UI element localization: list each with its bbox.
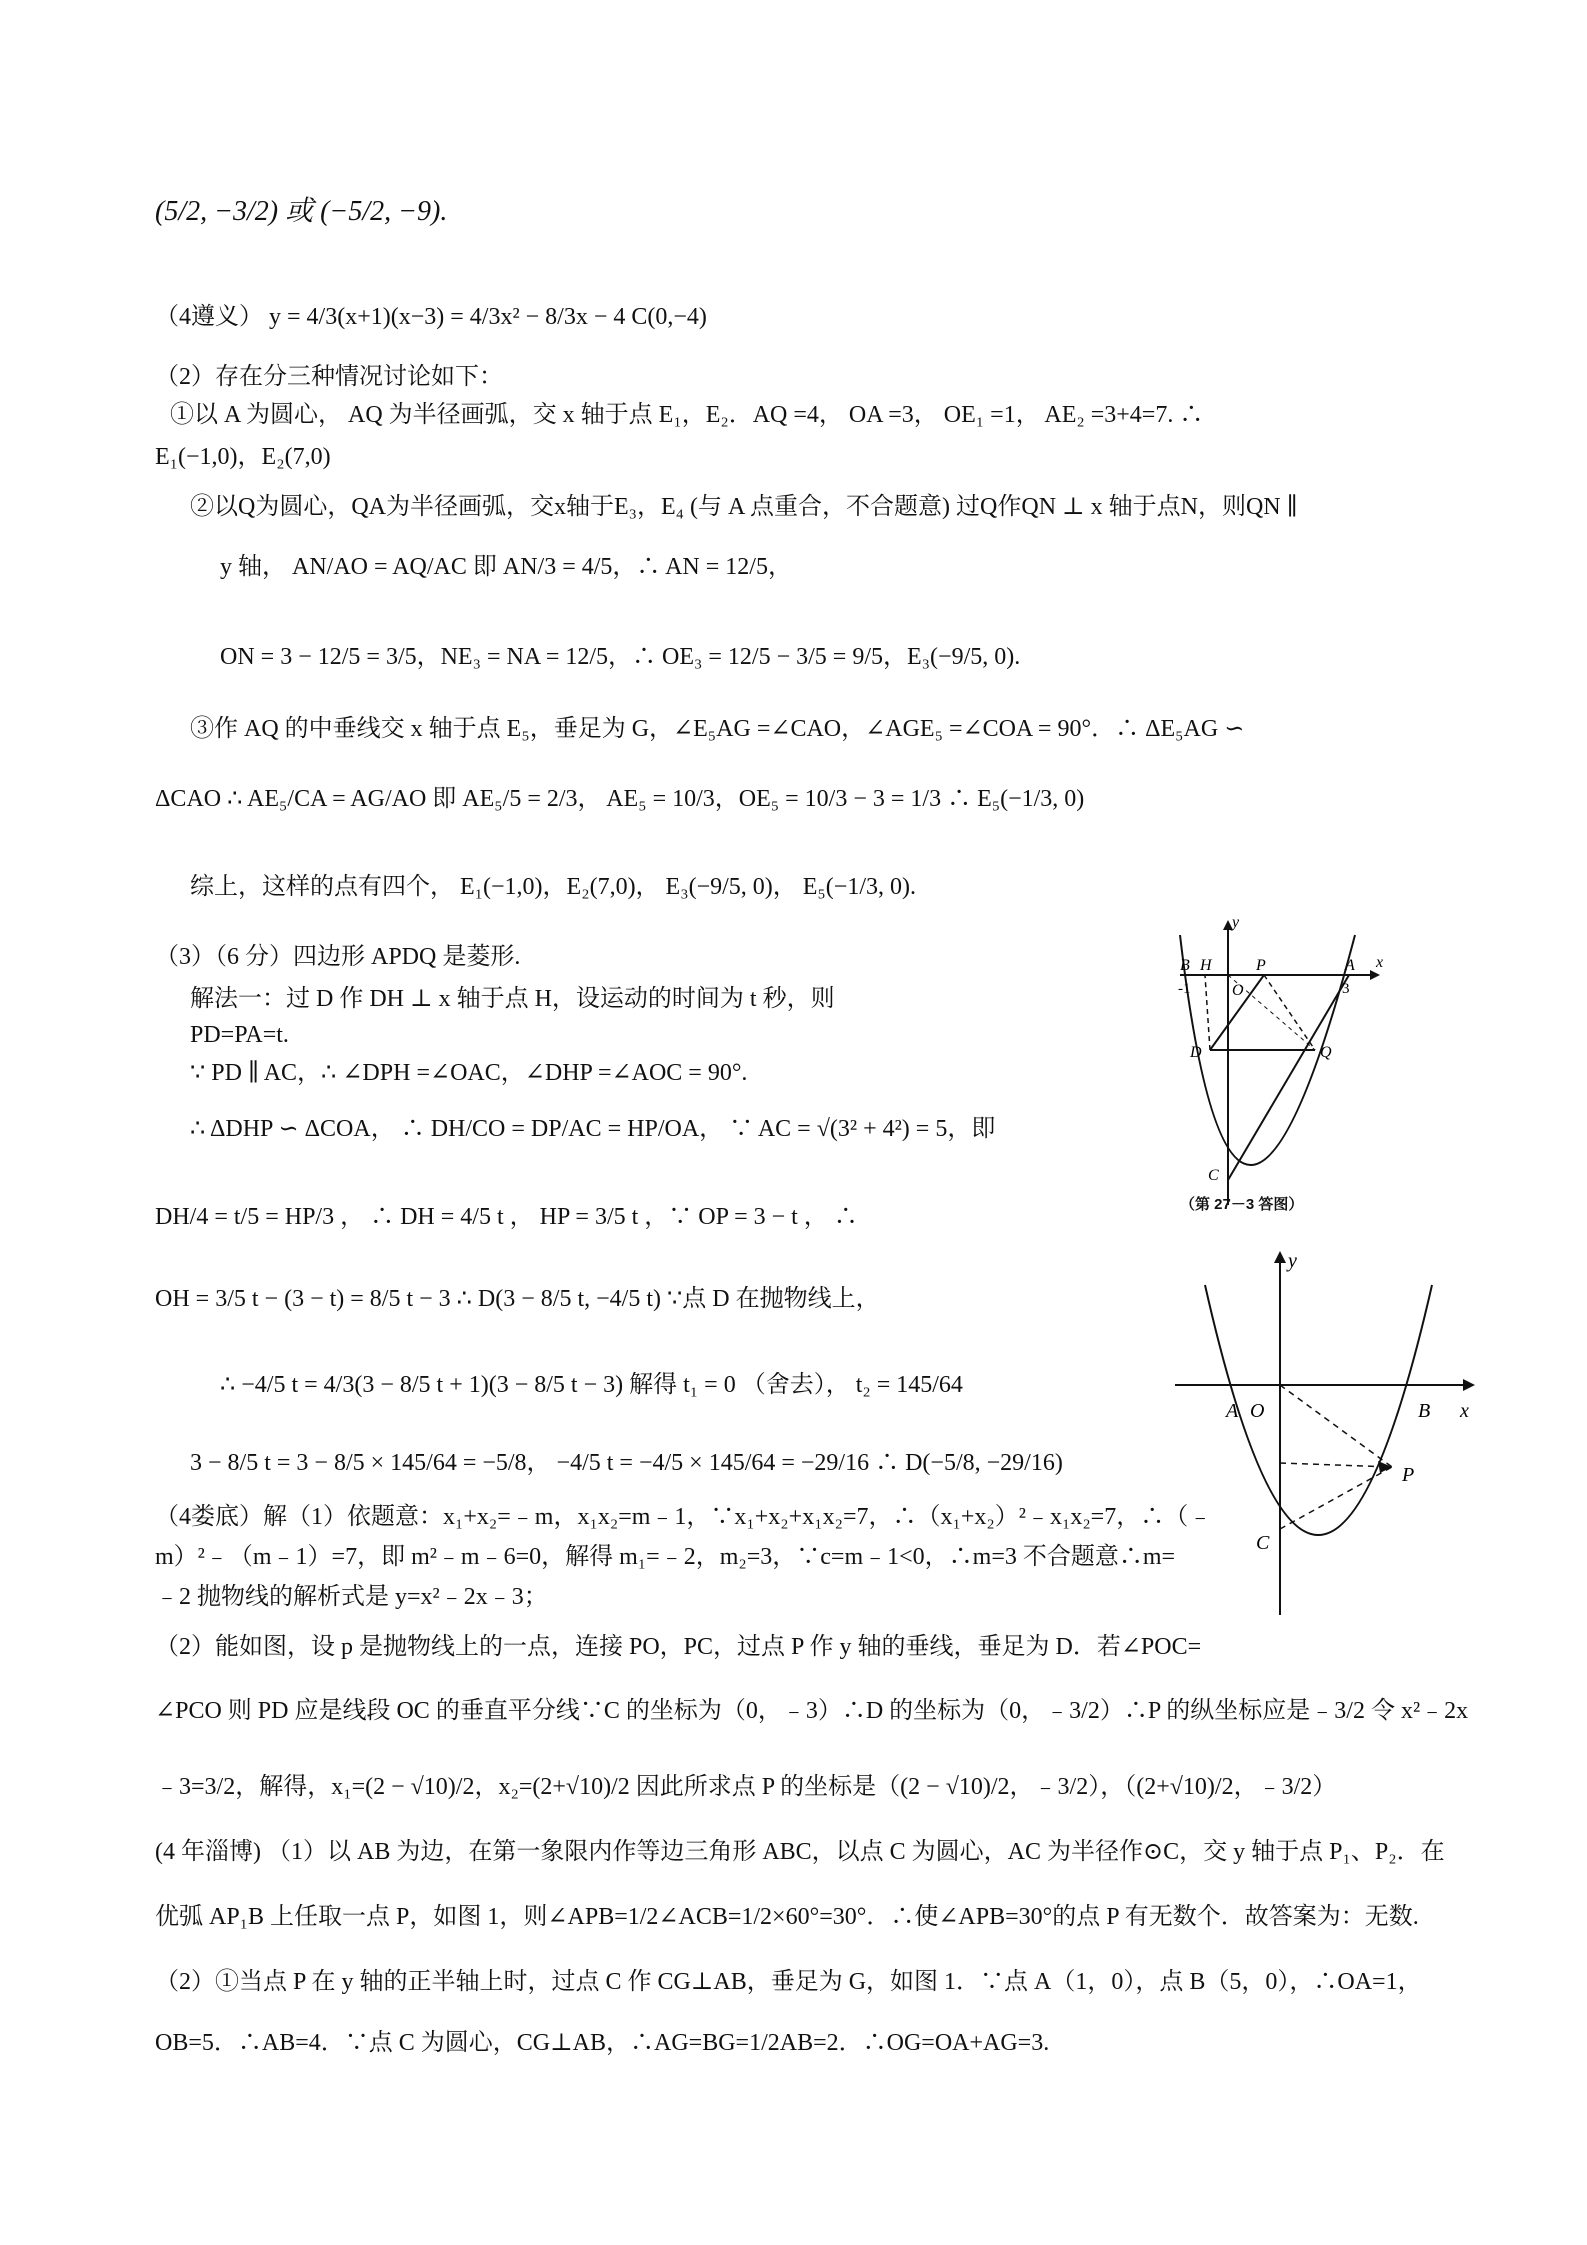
- label-p: P: [1402, 1464, 1415, 1486]
- text-line-15: ∵ PD ∥ AC，∴ ∠DPH =∠OAC，∠DHP =∠AOC = 90°.: [190, 1060, 748, 1086]
- label-h: H: [1200, 957, 1212, 974]
- text-line-2: （4遵义） y = 4/3(x+1)(x−3) = 4/3x² − 8/3x − 4 C(0,−4): [155, 304, 707, 330]
- label-three: 3: [1342, 981, 1350, 997]
- text-line-21: （4娄底）解（1）依题意：x₁+x₂=﹣m，x₁x₂=m﹣1，∵x₁+x₂+x₁x₂=7，∴（x₁+x₂）²﹣x₁x₂=7，∴（﹣: [155, 1504, 1213, 1530]
- text-line-27: (4 年淄博) （1）以 AB 为边，在第一象限内作等边三角形 ABC，以点 C 为圆心，AC 为半径作⊙C，交 y 轴于点 P₁、P₂．在: [155, 1839, 1445, 1865]
- text-line-23: ﹣2 抛物线的解析式是 y=x²﹣2x﹣3；: [155, 1584, 548, 1610]
- text-line-26: ﹣3=3/2，解得，x₁=(2 − √10)/2，x₂=(2+√10)/2 因此所求点 P 的坐标是（(2 − √10)/2，﹣3/2），（(2+√10)/2，﹣3/2）: [155, 1774, 1337, 1800]
- figure-loudi: [1170, 1245, 1480, 1625]
- text-line-5: E₁(−1,0)，E₂(7,0): [155, 444, 331, 470]
- label-p: P: [1256, 957, 1266, 974]
- figure-loudi-svg: [1170, 1245, 1480, 1625]
- text-line-20: 3 − 8/5 t = 3 − 8/5 × 145/64 = −5/8， −4/5 t = −4/5 × 145/64 = −29/16 ∴ D(−5/8, −29/16): [190, 1450, 1063, 1476]
- text-line-8: ON = 3 − 12/5 = 3/5，NE₃ = NA = 12/5，∴ OE₃ = 12/5 − 3/5 = 9/5，E₃(−9/5, 0).: [220, 644, 1021, 670]
- text-line-14: PD=PA=t.: [190, 1022, 289, 1048]
- text-line-18: OH = 3/5 t − (3 − t) = 8/5 t − 3 ∴ D(3 − 8/5 t, −4/5 t) ∵点 D 在抛物线上，: [155, 1286, 880, 1312]
- label-b: B: [1418, 1400, 1431, 1422]
- figure-27-3-svg: [1170, 915, 1390, 1215]
- text-line-30: OB=5．∴AB=4．∵点 C 为圆心，CG⊥AB，∴AG=BG=1/2AB=2．∴OG=OA+AG=3.: [155, 2030, 1050, 2056]
- text-line-7: y 轴， AN/AO = AQ/AC 即 AN/3 = 4/5，∴ AN = 12/5，: [220, 554, 792, 580]
- y-axis-arrow-icon: [1274, 1251, 1286, 1263]
- label-d: D: [1190, 1044, 1202, 1061]
- text-line-19: ∴ −4/5 t = 4/3(3 − 8/5 t + 1)(3 − 8/5 t − 3) 解得 t₁ = 0 （舍去）， t₂ = 145/64: [220, 1372, 963, 1398]
- label-a: A: [1345, 957, 1355, 974]
- label-b: B: [1180, 957, 1190, 974]
- text-line-12: （3）（6 分）四边形 APDQ 是菱形.: [155, 944, 521, 970]
- label-y: y: [1288, 1250, 1297, 1272]
- text-line-6: ②以Q为圆心，QA为半径画弧，交x轴于E₃，E₄ (与 A 点重合，不合题意) 过Q作QN ⊥ x 轴于点N，则QN ∥: [190, 494, 1298, 520]
- segment-pc: [1280, 1467, 1392, 1529]
- label-x: x: [1460, 1400, 1469, 1422]
- label-c: C: [1256, 1532, 1270, 1554]
- text-line-25: ∠PCO 则 PD 应是线段 OC 的垂直平分线∵C 的坐标为（0，﹣3）∴D 的坐标为（0，﹣3/2）∴P 的纵坐标应是﹣3/2 令 x²﹣2x: [155, 1698, 1469, 1724]
- label-minus-one: -1: [1178, 981, 1191, 997]
- text-line-17: DH/4 = t/5 = HP/3 ， ∴ DH = 4/5 t ， HP = 3/5 t ，∵ OP = 3 − t ， ∴: [155, 1204, 858, 1230]
- label-o: O: [1232, 982, 1244, 999]
- text-line-4: ①以 A 为圆心， AQ 为半径画弧，交 x 轴于点 E₁，E₂．AQ =4， OA =3， OE₁ =1， AE₂ =3+4=7. ∴: [170, 402, 1204, 428]
- text-line-22: m）²﹣（m﹣1）=7，即 m²﹣m﹣6=0，解得 m₁=﹣2，m₂=3，∵c=m﹣1<0，∴m=3 不合题意∴m=: [155, 1544, 1176, 1570]
- text-line-13: 解法一：过 D 作 DH ⊥ x 轴于点 H，设运动的时间为 t 秒，则: [190, 986, 835, 1012]
- text-line-29: （2）①当点 P 在 y 轴的正半轴上时，过点 C 作 CG⊥AB，垂足为 G，如图 1．∵点 A（1，0），点 B（5，0），∴OA=1，: [155, 1969, 1422, 1995]
- parabola-curve: [1205, 1285, 1432, 1535]
- label-o: O: [1250, 1400, 1265, 1422]
- text-line-9: ③作 AQ 的中垂线交 x 轴于点 E₅，垂足为 G，∠E₅AG =∠CAO，∠AGE₅ =∠COA = 90°．∴ ΔE₅AG ∽: [190, 716, 1245, 742]
- segment-po: [1280, 1385, 1392, 1467]
- x-axis-arrow-icon: [1370, 970, 1380, 980]
- text-line-24: （2）能如图，设 p 是抛物线上的一点，连接 PO，PC，过点 P 作 y 轴的垂线，垂足为 D．若∠POC=: [155, 1634, 1202, 1660]
- text-line-28: 优弧 AP₁B 上任取一点 P，如图 1，则∠APB=1/2∠ACB=1/2×60°=30°．∴使∠APB=30°的点 P 有无数个．故答案为：无数.: [155, 1904, 1419, 1930]
- text-line-10: ΔCAO ∴ AE₅/CA = AG/AO 即 AE₅/5 = 2/3， AE₅ = 10/3，OE₅ = 10/3 − 3 = 1/3 ∴ E₅(−1/3, 0): [155, 786, 1085, 812]
- label-x: x: [1376, 954, 1384, 971]
- text-line-16: ∴ ΔDHP ∽ ΔCOA， ∴ DH/CO = DP/AC = HP/OA， ∵ AC = √(3² + 4²) = 5，即: [190, 1116, 996, 1142]
- text-line-1: (5/2, −3/2) 或 (−5/2, −9).: [155, 196, 448, 227]
- label-q: Q: [1320, 1044, 1332, 1061]
- figure-27-3-caption: （第 27－3 答图）: [1180, 1196, 1304, 1213]
- label-y: y: [1232, 915, 1240, 931]
- segment-dh: [1205, 975, 1210, 1050]
- label-c: C: [1208, 1167, 1219, 1184]
- figure-27-3: [1170, 915, 1390, 1215]
- segment-pd: [1280, 1463, 1392, 1467]
- segment-ac: [1228, 975, 1349, 1180]
- text-line-11: 综上，这样的点有四个， E₁(−1,0)，E₂(7,0)， E₃(−9/5, 0)， E₅(−1/3, 0).: [190, 874, 916, 900]
- arrowhead-icon: [1378, 1461, 1392, 1473]
- label-a: A: [1226, 1400, 1239, 1422]
- text-line-3: （2）存在分三种情况讨论如下：: [155, 364, 503, 390]
- x-axis-arrow-icon: [1463, 1379, 1475, 1391]
